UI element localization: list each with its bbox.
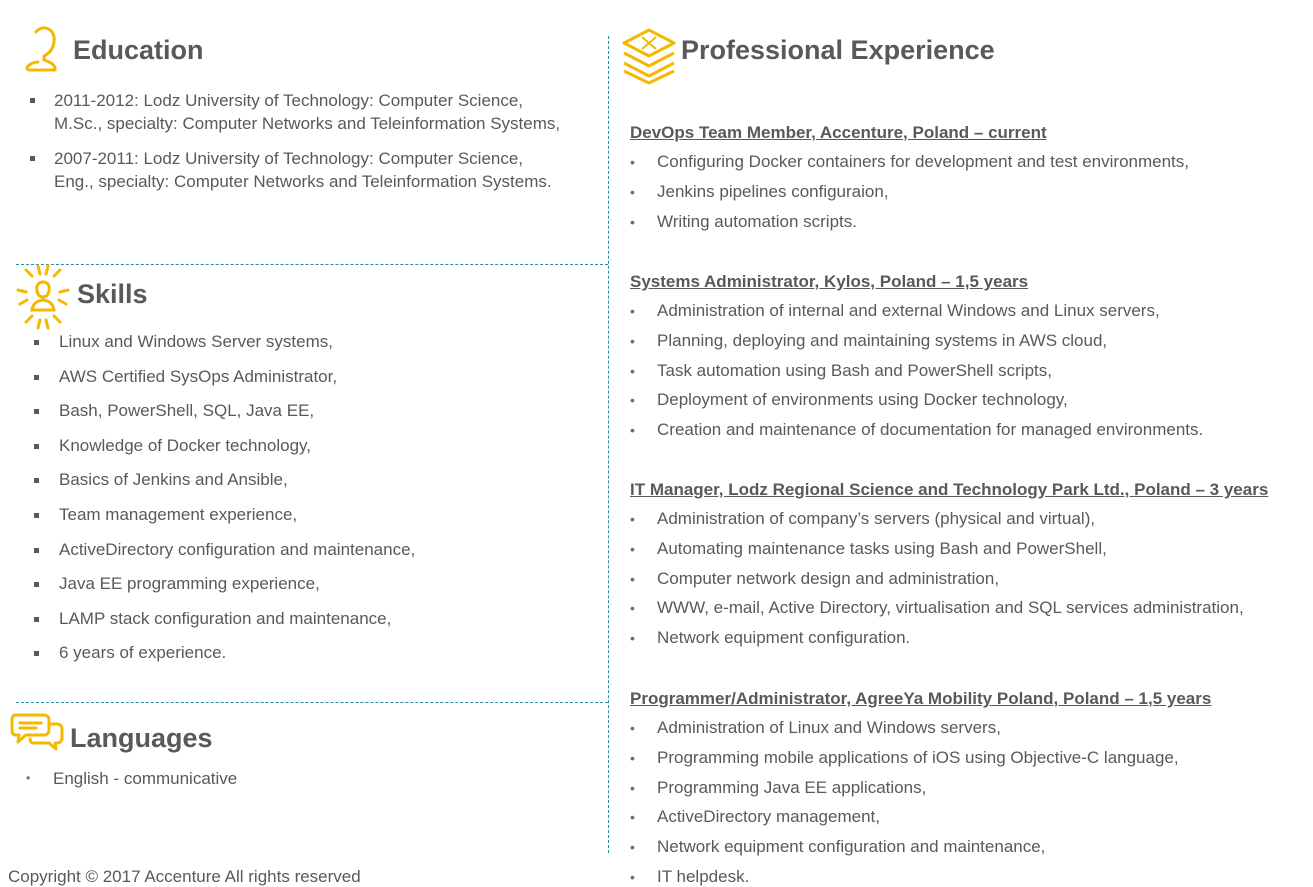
languages-title: Languages — [70, 723, 213, 753]
education-item: 2007-2011: Lodz University of Technology: Computer Science, Eng., specialty: Computer Networks and Teleinformation Systems. — [28, 147, 563, 194]
skill-item: 6 years of experience. — [33, 641, 593, 676]
job-duty: • Computer network design and administration, — [630, 569, 1313, 599]
copyright-footer: Copyright © 2017 Accenture All rights reserved — [8, 867, 361, 886]
job-duty: • Administration of company’s servers (physical and virtual), — [630, 509, 1313, 539]
skill-item: Bash, PowerShell, SQL, Java EE, — [33, 399, 593, 434]
job-duties-list — [630, 301, 1313, 450]
column-divider — [608, 36, 609, 853]
job-duty: • Network equipment configuration. — [630, 628, 1313, 658]
job-entry — [630, 479, 1313, 658]
job-title: DevOps Team Member, Accenture, Poland – current — [630, 123, 1047, 142]
job-duty: • Jenkins pipelines configuraion, — [630, 182, 1313, 212]
job-duties-list — [630, 509, 1313, 658]
person-outline-icon — [24, 26, 64, 74]
job-duty: • Programming Java EE applications, — [630, 778, 1313, 808]
job-duties-list — [630, 152, 1313, 241]
speech-bubbles-icon — [10, 712, 64, 752]
job-duty: • Configuring Docker containers for development and test environments, — [630, 152, 1313, 182]
job-duty: • Task automation using Bash and PowerShell scripts, — [630, 361, 1313, 391]
job-duty: • WWW, e-mail, Active Directory, virtualisation and SQL services administration, — [630, 598, 1313, 628]
layered-stack-icon — [620, 27, 678, 85]
education-item: 2011-2012: Lodz University of Technology: Computer Science, M.Sc., specialty: Computer Networks and Teleinformation Systems, — [28, 89, 563, 136]
education-title: Education — [73, 35, 204, 65]
skills-title: Skills — [77, 279, 148, 309]
section-divider-languages — [16, 702, 608, 703]
job-duty: • Administration of Linux and Windows servers, — [630, 718, 1313, 748]
person-burst-icon — [14, 264, 72, 334]
job-duty: • IT helpdesk. — [630, 867, 1313, 887]
skill-item: Knowledge of Docker technology, — [33, 434, 593, 469]
experience-title: Professional Experience — [681, 35, 995, 65]
job-duty: • Deployment of environments using Docker technology, — [630, 390, 1313, 420]
job-duty: • Network equipment configuration and maintenance, — [630, 837, 1313, 867]
education-list — [28, 89, 563, 204]
job-title: Programmer/Administrator, AgreeYa Mobility Poland, Poland – 1,5 years — [630, 689, 1212, 708]
job-duty: • Automating maintenance tasks using Bash and PowerShell, — [630, 539, 1313, 569]
job-entry — [630, 688, 1313, 887]
skill-item: ActiveDirectory configuration and maintenance, — [33, 538, 593, 573]
skill-item: LAMP stack configuration and maintenance, — [33, 607, 593, 642]
skill-item: Team management experience, — [33, 503, 593, 538]
languages-list — [26, 767, 586, 790]
job-duty: • Administration of internal and external Windows and Linux servers, — [630, 301, 1313, 331]
skill-item: Basics of Jenkins and Ansible, — [33, 468, 593, 503]
skills-list — [33, 330, 593, 676]
job-entry — [630, 271, 1313, 450]
section-divider-skills — [16, 264, 608, 265]
job-duty: • Programming mobile applications of iOS using Objective-C language, — [630, 748, 1313, 778]
job-entry — [630, 122, 1313, 241]
job-duty: • ActiveDirectory management, — [630, 807, 1313, 837]
job-title: IT Manager, Lodz Regional Science and Technology Park Ltd., Poland – 3 years — [630, 480, 1269, 499]
job-duties-list — [630, 718, 1313, 887]
skill-item: Java EE programming experience, — [33, 572, 593, 607]
job-duty: • Writing automation scripts. — [630, 212, 1313, 242]
job-title: Systems Administrator, Kylos, Poland – 1,5 years — [630, 272, 1029, 291]
language-item: • English - communicative — [26, 767, 586, 790]
skill-item: Linux and Windows Server systems, — [33, 330, 593, 365]
job-duty: • Planning, deploying and maintaining systems in AWS cloud, — [630, 331, 1313, 361]
skill-item: AWS Certified SysOps Administrator, — [33, 365, 593, 400]
job-duty: • Creation and maintenance of documentation for managed environments. — [630, 420, 1313, 450]
